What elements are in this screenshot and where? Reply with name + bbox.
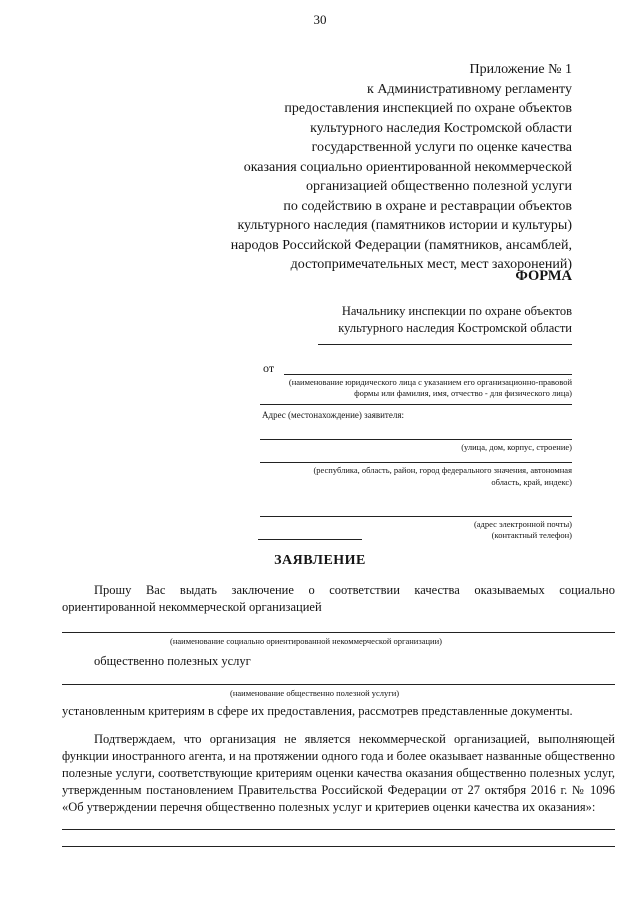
applicant-hint-2: формы или фамилия, имя, отчество - для физического лица) bbox=[354, 388, 572, 398]
from-label: от bbox=[263, 361, 275, 375]
address-label: Адрес (местонахождение) заявителя: bbox=[262, 410, 404, 420]
organization-name-line[interactable] bbox=[62, 632, 615, 633]
appendix-line: по содействию в охране и реставрации объектов bbox=[283, 198, 572, 214]
email-hint: (адрес электронной почты) bbox=[473, 519, 572, 529]
appendix-line: предоставления инспекцией по охране объектов bbox=[284, 101, 572, 116]
applicant-name-line[interactable] bbox=[284, 374, 572, 375]
addressee-line: культурного наследия Костромской области bbox=[338, 320, 572, 335]
services-label: общественно полезных услуг bbox=[94, 654, 251, 668]
appendix-line: достопримечательных мест, мест захоронений) bbox=[290, 257, 572, 272]
form-label: ФОРМА bbox=[515, 268, 572, 284]
appendix-header bbox=[231, 60, 572, 275]
email-line[interactable] bbox=[260, 516, 572, 517]
phone-hint: (контактный телефон) bbox=[491, 530, 572, 540]
confirmation-paragraph: Подтверждаем, что организация не является некоммерческой организацией, выполняющей функции иностранного агента, и на протяжении одного года и более оказывает названные общественно полезные услуги, соответствующие критериям оценки качества оказания общественно полезных услуг, утвержденным постановлением Правительства Российской Федерации от 27 октября 2016 г. № 1096 «Об утверждении перечня общественно полезных услуг и критериев оценки качества их оказания»: bbox=[62, 732, 615, 814]
confirmation-blank-line-2[interactable] bbox=[62, 846, 615, 847]
address-region-line[interactable] bbox=[260, 462, 572, 463]
appendix-line: к Административному регламенту bbox=[367, 81, 572, 97]
address-street-hint: (улица, дом, корпус, строение) bbox=[461, 442, 572, 452]
appendix-line: организацией общественно полезной услуги bbox=[305, 179, 572, 194]
statement-title: ЗАЯВЛЕНИЕ bbox=[274, 553, 366, 568]
organization-name-hint: (наименование социально ориентированной некоммерческой организации) bbox=[170, 636, 442, 646]
addressee-line: Начальнику инспекции по охране объектов bbox=[341, 304, 572, 318]
appendix-line: культурного наследия (памятников истории и культуры) bbox=[237, 218, 572, 233]
service-name-line[interactable] bbox=[62, 684, 615, 685]
applicant-name-line-2[interactable] bbox=[260, 404, 572, 405]
service-name-hint: (наименование общественно полезной услуги) bbox=[230, 688, 400, 698]
appendix-line: Приложение № 1 bbox=[469, 62, 572, 77]
confirmation-blank-line-1[interactable] bbox=[62, 829, 615, 830]
criteria-text: установленным критериям в сфере их предоставления, рассмотрев представленные документы. bbox=[62, 704, 573, 718]
appendix-line: государственной услуги по оценке качества bbox=[311, 140, 572, 155]
phone-line[interactable] bbox=[258, 539, 362, 540]
appendix-line: культурного наследия Костромской области bbox=[310, 120, 572, 136]
address-region-hint-2: область, край, индекс) bbox=[491, 477, 572, 487]
addressee-blank-line[interactable] bbox=[318, 344, 572, 345]
address-street-line[interactable] bbox=[260, 439, 572, 440]
applicant-hint-1: (наименование юридического лица с указанием его организационно-правовой bbox=[288, 377, 572, 387]
address-region-hint-1: (республика, область, район, город федерального значения, автономная bbox=[313, 465, 572, 475]
addressee bbox=[338, 303, 572, 336]
appendix-line: народов Российской Федерации (памятников, ансамблей, bbox=[230, 237, 572, 253]
appendix-line: оказания социально ориентированной некоммерческой bbox=[243, 159, 572, 175]
page-number: 30 bbox=[313, 12, 327, 27]
request-paragraph: Прошу Вас выдать заключение о соответствии качества оказываемых социально ориентированной некоммерческой организацией bbox=[62, 583, 615, 614]
